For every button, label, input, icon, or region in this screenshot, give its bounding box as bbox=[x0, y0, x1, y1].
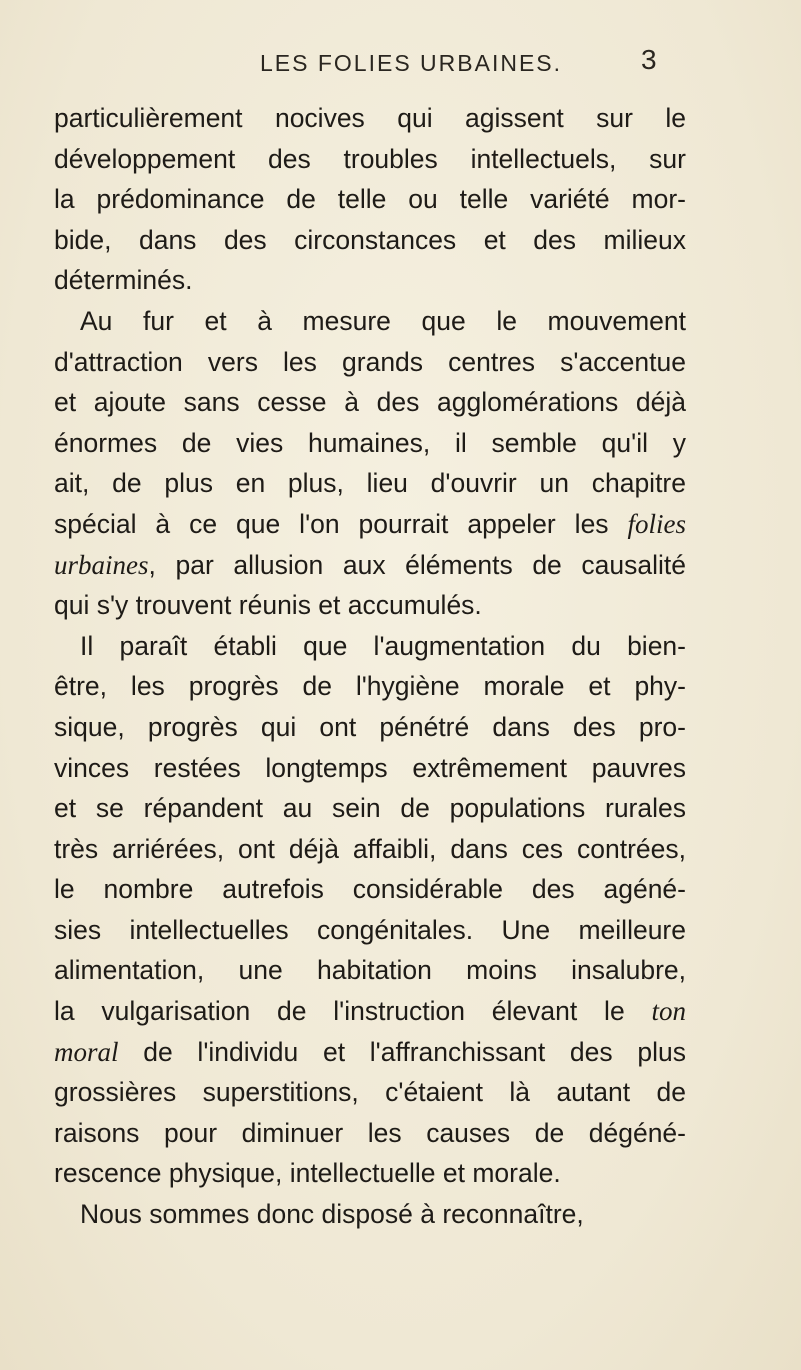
body-text bbox=[54, 98, 686, 1235]
text-line: être, les progrès de l'hygiène morale et phy- bbox=[54, 671, 686, 702]
text-line: très arriérées, ont déjà affaibli, dans ces contrées, bbox=[54, 833, 686, 864]
page-number: 3 bbox=[641, 44, 657, 75]
running-title: LES FOLIES URBAINES. bbox=[260, 50, 563, 76]
text-line: particulièrement nocives qui agissent sur le bbox=[54, 103, 686, 133]
text-line: et se répandent au sein de populations rurales bbox=[54, 793, 686, 824]
text-line: déterminés. bbox=[54, 265, 193, 296]
text-segment: la vulgarisation de l'instruction élevant le bbox=[54, 996, 652, 1027]
text-line: et ajoute sans cesse à des agglomérations déjà bbox=[54, 387, 686, 418]
text-line bbox=[54, 545, 686, 586]
text-segment: spécial à ce que l'on pourrait appeler les bbox=[54, 508, 628, 539]
text-line: grossières superstitions, c'étaient là autant de bbox=[54, 1077, 686, 1108]
text-line: sique, progrès qui ont pénétré dans des pro- bbox=[54, 711, 686, 742]
text-line: bide, dans des circonstances et des milieux bbox=[54, 224, 686, 255]
text-line: Au fur et à mesure que le mouvement bbox=[80, 305, 686, 336]
text-segment: , par allusion aux éléments de causalité bbox=[148, 549, 686, 580]
italic-term: ton bbox=[651, 996, 686, 1027]
italic-term: urbaines bbox=[54, 549, 149, 580]
text-line: la prédominance de telle ou telle variété mor- bbox=[54, 184, 686, 215]
text-line: d'attraction vers les grands centres s'accentue bbox=[54, 346, 686, 377]
text-line bbox=[54, 991, 686, 1032]
text-line: Nous sommes donc disposé à reconnaître, bbox=[80, 1199, 584, 1230]
text-line: ait, de plus en plus, lieu d'ouvrir un chapitre bbox=[54, 468, 686, 499]
italic-term: folies bbox=[627, 508, 686, 539]
text-line bbox=[54, 1032, 686, 1073]
running-head bbox=[0, 44, 801, 90]
text-line: vinces restées longtemps extrêmement pauvres bbox=[54, 752, 686, 783]
text-line: sies intellectuelles congénitales. Une meilleure bbox=[54, 914, 686, 945]
text-line: énormes de vies humaines, il semble qu'il y bbox=[54, 427, 686, 458]
text-line: raisons pour diminuer les causes de dégéné- bbox=[54, 1117, 686, 1148]
italic-term: moral bbox=[54, 1036, 119, 1067]
text-line: rescence physique, intellectuelle et morale. bbox=[54, 1158, 561, 1189]
text-segment: de l'individu et l'affranchissant des plus bbox=[118, 1036, 686, 1067]
text-line: alimentation, une habitation moins insalubre, bbox=[54, 955, 686, 986]
text-line: développement des troubles intellectuels, sur bbox=[54, 143, 686, 174]
text-line: le nombre autrefois considérable des agéné- bbox=[54, 874, 686, 905]
text-line: Il paraît établi que l'augmentation du bien- bbox=[80, 630, 686, 661]
text-line: qui s'y trouvent réunis et accumulés. bbox=[54, 590, 482, 621]
text-line bbox=[54, 504, 686, 545]
